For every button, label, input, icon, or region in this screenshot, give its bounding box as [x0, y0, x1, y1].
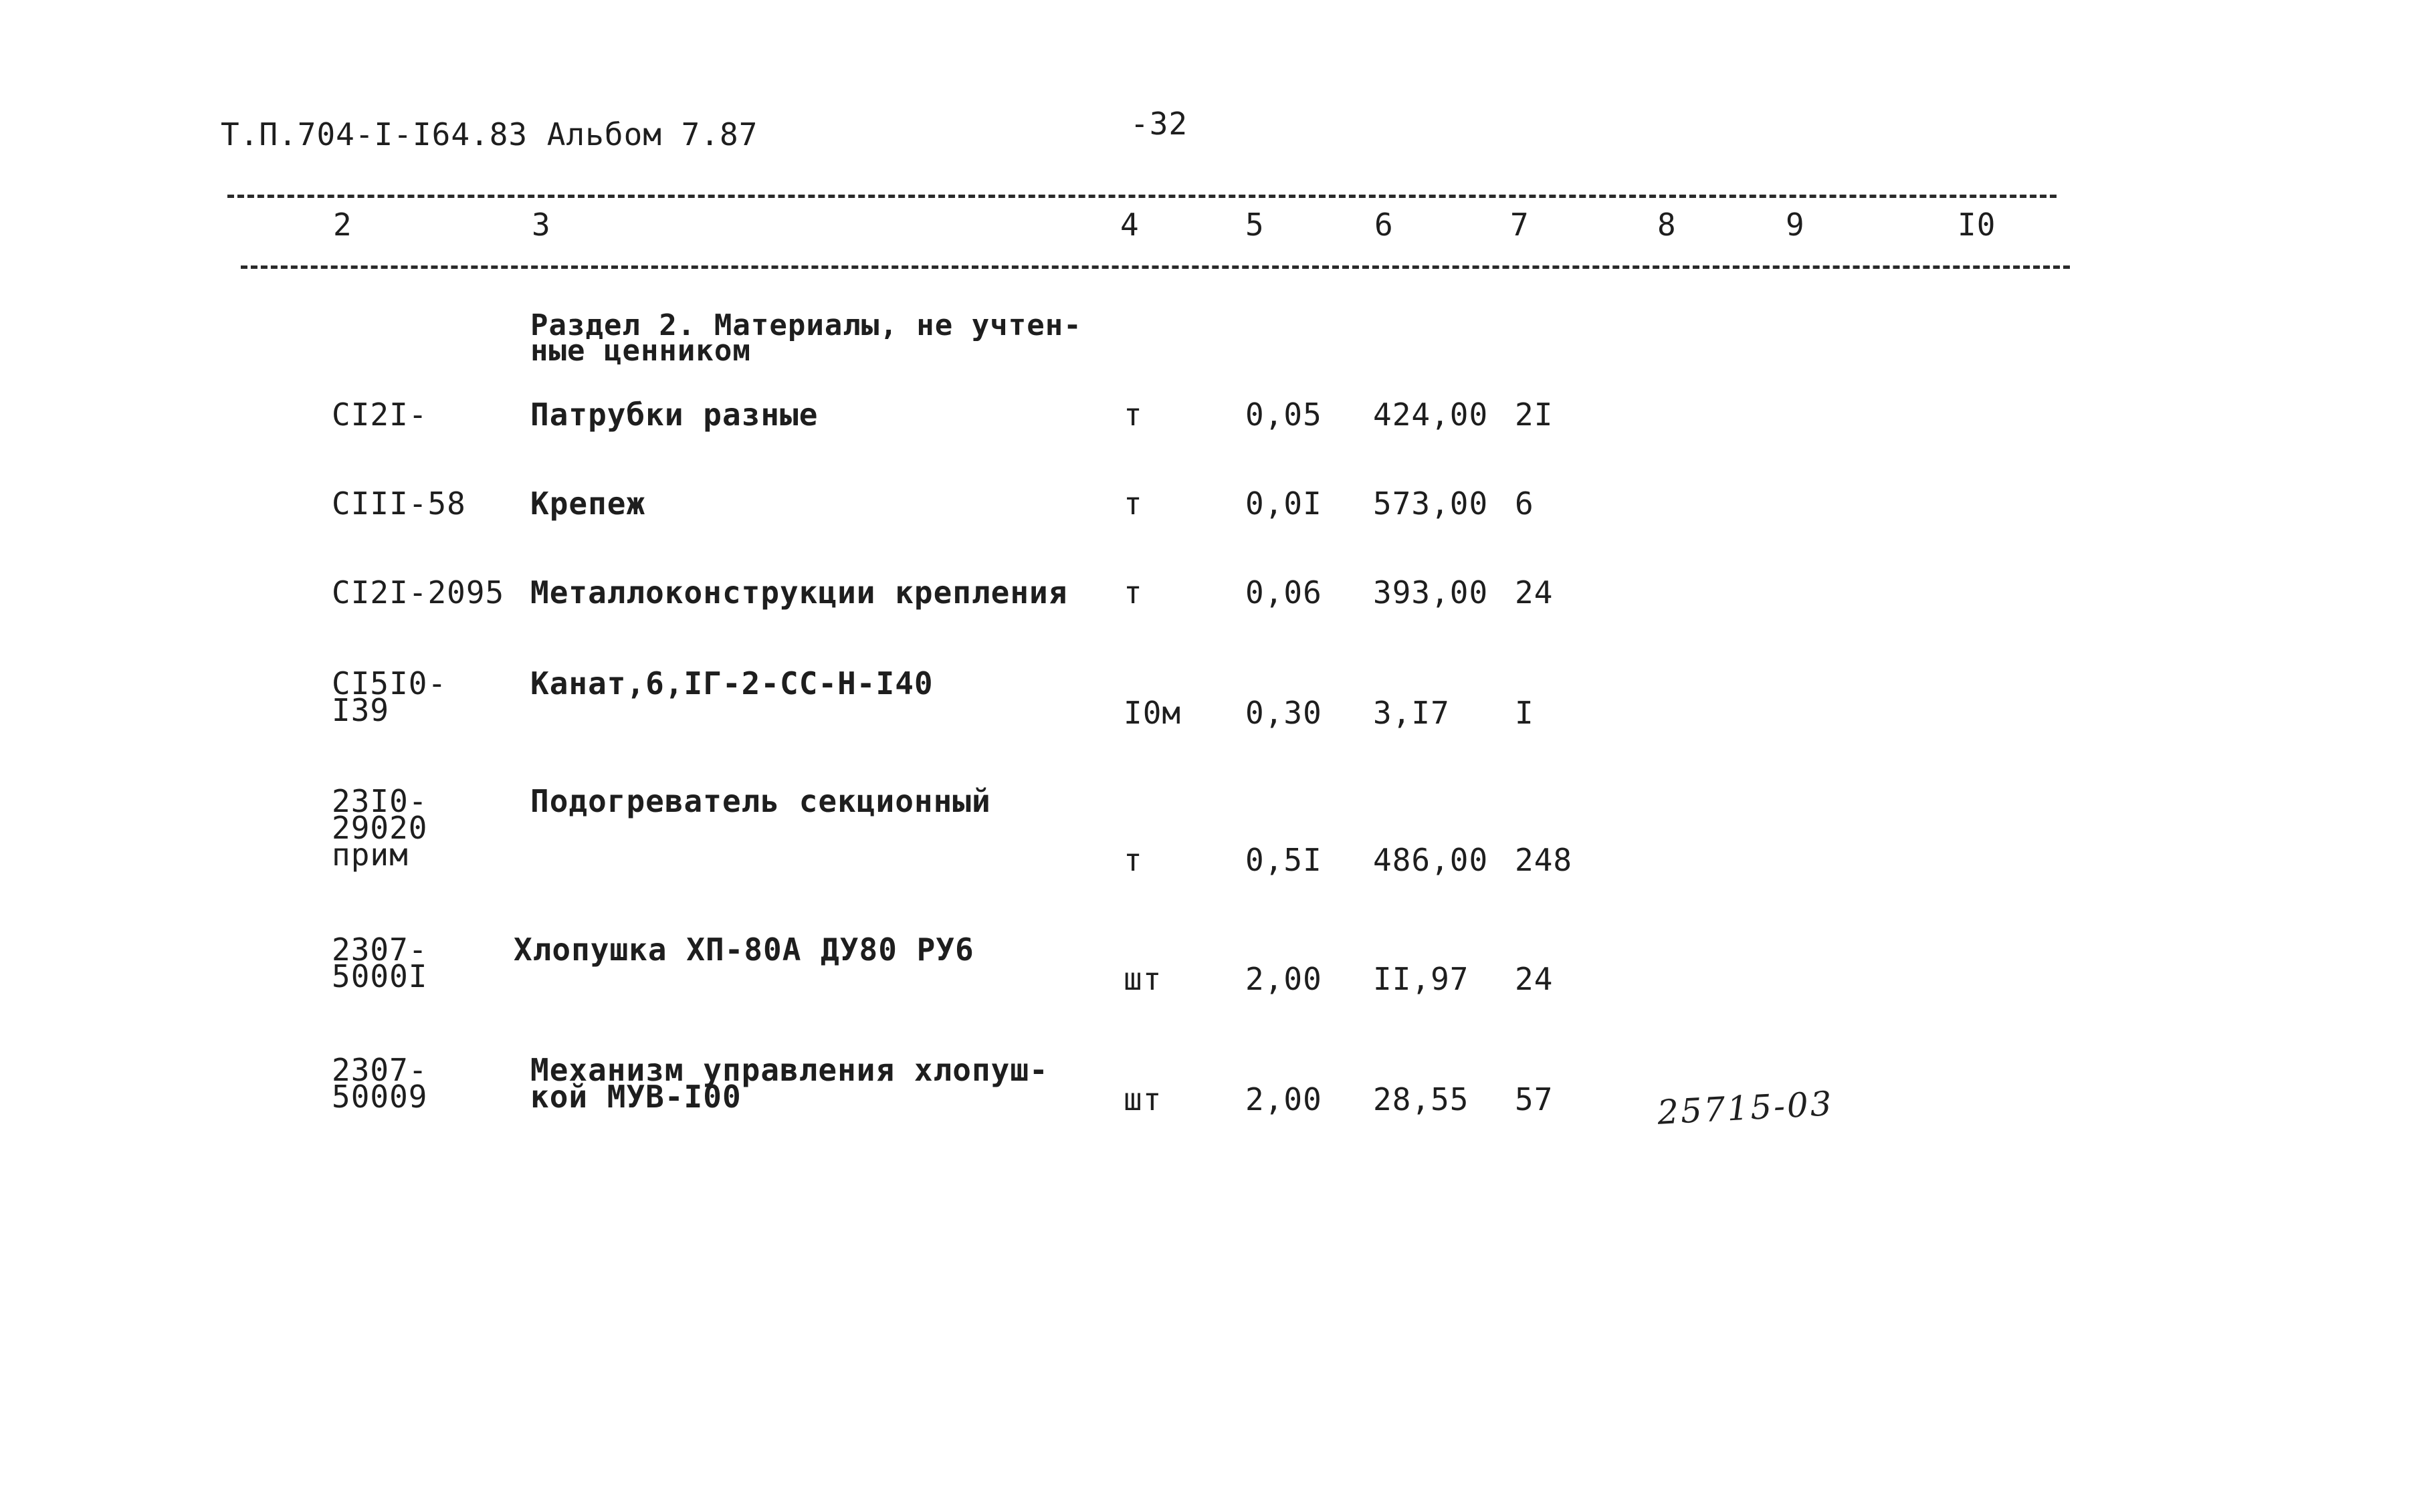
- cell-price: 486,00: [1373, 842, 1489, 878]
- document-code: Т.П.704-I-I64.83 Альбом 7.87: [221, 116, 758, 152]
- cell-qty: 0,5I: [1245, 842, 1322, 878]
- cell-qty: 0,05: [1245, 397, 1322, 433]
- cell-total: 248: [1515, 842, 1573, 878]
- column-header-3: 3: [532, 207, 551, 243]
- cell-name: Хлопушка ХП-80А ДУ80 РУ6: [514, 932, 974, 968]
- column-header-7: 7: [1510, 207, 1530, 243]
- cell-unit: шт: [1124, 961, 1162, 997]
- column-header-4: 4: [1120, 207, 1140, 243]
- cell-code: 23I0- 29020 прим: [332, 783, 428, 873]
- cell-name: Металлоконструкции крепления: [530, 574, 1068, 611]
- page-number: -32: [1130, 106, 1188, 142]
- cell-price: 424,00: [1373, 397, 1489, 433]
- cell-total: 24: [1515, 961, 1554, 997]
- cell-total: 24: [1515, 574, 1554, 611]
- column-header-2: 2: [333, 207, 352, 243]
- column-header-8: 8: [1657, 207, 1677, 243]
- handwritten-note: 25715-03: [1656, 1084, 1834, 1132]
- table-top-rule: [227, 195, 2057, 198]
- cell-price: II,97: [1373, 961, 1469, 997]
- section-title: Раздел 2. Материалы, не учтен- ные ценником: [530, 308, 1082, 368]
- cell-unit: т: [1124, 485, 1143, 522]
- cell-name: Подогреватель секционный: [530, 783, 991, 819]
- cell-name: Патрубки разные: [530, 397, 819, 433]
- cell-qty: 2,00: [1245, 961, 1322, 997]
- column-header-6: 6: [1374, 207, 1394, 243]
- table-header-rule: [241, 265, 2070, 269]
- cell-code: 2307- 50009: [332, 1052, 428, 1115]
- cell-price: 28,55: [1373, 1081, 1469, 1117]
- column-header-9: 9: [1786, 207, 1805, 243]
- cell-total: I: [1515, 695, 1534, 731]
- cell-price: 393,00: [1373, 574, 1489, 611]
- cell-code: CI2I-2095: [332, 574, 505, 611]
- cell-total: 2I: [1515, 397, 1554, 433]
- cell-unit: I0м: [1124, 695, 1182, 731]
- cell-code: CI5I0- I39: [332, 665, 447, 728]
- cell-unit: т: [1124, 842, 1143, 878]
- cell-code: CIII-58: [332, 485, 466, 522]
- cell-qty: 2,00: [1245, 1081, 1322, 1117]
- cell-unit: т: [1124, 397, 1143, 433]
- cell-code: CI2I-: [332, 397, 428, 433]
- cell-code: 2307- 5000I: [332, 932, 428, 994]
- cell-name: Механизм управления хлопуш- кой МУВ-I00: [530, 1052, 1049, 1115]
- cell-name: Крепеж: [530, 485, 646, 522]
- cell-unit: шт: [1124, 1081, 1162, 1117]
- cell-total: 57: [1515, 1081, 1554, 1117]
- cell-total: 6: [1515, 485, 1534, 522]
- cell-price: 573,00: [1373, 485, 1489, 522]
- cell-price: 3,I7: [1373, 695, 1450, 731]
- cell-name: Канат,6,IГ-2-СС-Н-I40: [530, 665, 934, 701]
- column-header-10: I0: [1958, 207, 1996, 243]
- cell-qty: 0,06: [1245, 574, 1322, 611]
- cell-unit: т: [1124, 574, 1143, 611]
- cell-qty: 0,0I: [1245, 485, 1322, 522]
- cell-qty: 0,30: [1245, 695, 1322, 731]
- column-header-5: 5: [1245, 207, 1265, 243]
